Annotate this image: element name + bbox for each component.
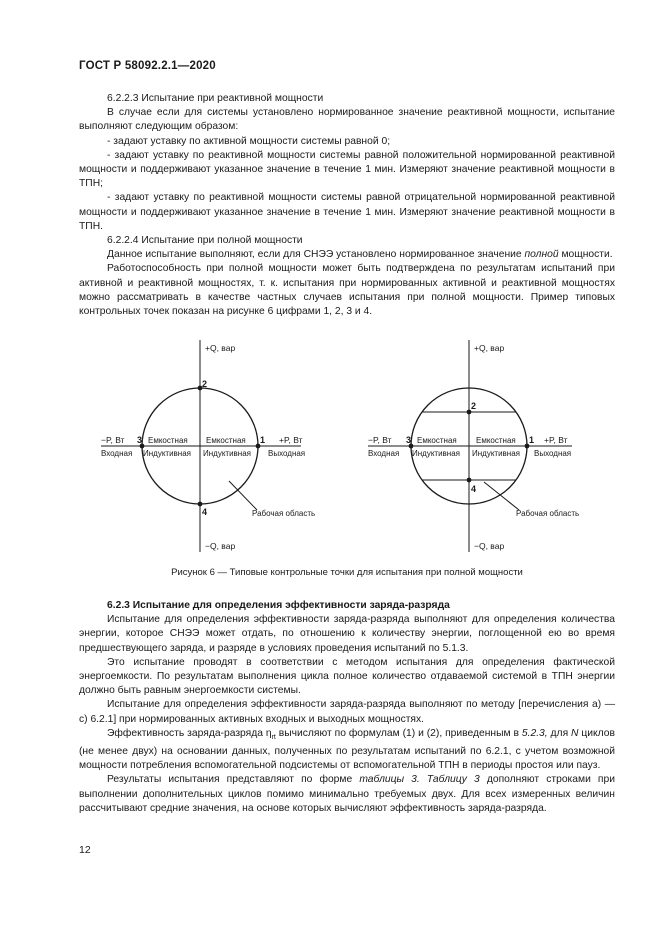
q-pos-label-right: +Q, вар xyxy=(474,343,505,353)
p-pos-label-right: +P, Вт xyxy=(544,435,568,445)
inductive-label-left-2: Индуктивная xyxy=(203,449,252,458)
efficiency-para-2: Это испытание проводят в соответствии с методом испытания для определения фактической энергоемкости. По результатам выполнения цикла полное количество отдаваемой системой в ТПН энергии должно быть равным энергоемкости системы. xyxy=(79,656,615,697)
eff-clause-ref: 5.2.3, xyxy=(521,727,548,739)
clause-623-heading: 6.2.3 Испытание для определения эффективности заряда-разряда xyxy=(107,600,450,611)
capacitive-label-right-1: Емкостная xyxy=(417,436,457,445)
point-4-label-right: 4 xyxy=(471,484,477,494)
eff-text-d: циклов (не менее двух) на основании данных, полученных по результатам испытаний по 6.2.1, с учетом возможной мощности потребления вспомогательной подсистемы от вспомогательной ТПН в периоды простоя или пауз. xyxy=(79,727,615,772)
clause-6223-title: 6.2.2.3 Испытание при реактивной мощности xyxy=(107,93,324,104)
inductive-label-right-1: Индуктивная xyxy=(412,449,461,458)
text-section-6224 xyxy=(79,92,615,319)
eff-subscript: rt xyxy=(271,733,276,741)
reactive-power-intro: В случае если для системы установлено нормированное значение реактивной мощности, испытание выполняют следующим образом: xyxy=(79,107,615,133)
efficiency-para-3: Испытание для определения эффективности заряда-разряда выполняют по методу [перечисления а) — с) 6.2.1] при нормированных активных входных и выходных мощностях. xyxy=(79,699,615,725)
results-text-a: Результаты испытания представляют по форме xyxy=(107,774,360,786)
full-power-paragraph xyxy=(79,248,615,262)
full-power-emphasis: полной xyxy=(524,249,559,261)
eff-text-c: для xyxy=(547,727,572,739)
eff-n-symbol: N xyxy=(571,727,579,739)
efficiency-para-1: Испытание для определения эффективности заряда-разряда выполняют для определения количества энергии, которое СНЭЭ может отдать, по отношению к количеству энергии, поглощенной ею во время предшествующего заряда, и разряде в условиях проведения испытаний по 5.1.3. xyxy=(79,614,615,654)
q-neg-label-right: −Q, вар xyxy=(474,541,505,551)
point-4-dot-left xyxy=(198,502,203,507)
reactive-step-1: - задают уставку по активной мощности системы равной 0; xyxy=(107,135,391,147)
point-2-label-left: 2 xyxy=(202,379,208,389)
eff-text-a: Эффективность заряда-разряда η xyxy=(107,727,272,739)
input-label-right: Входная xyxy=(368,449,400,458)
p-neg-label-left: −P, Вт xyxy=(101,435,125,445)
page-number: 12 xyxy=(79,844,91,856)
reactive-step-3: - задают уставку по реактивной мощности системы равной отрицательной нормированной реактивной мощности и поддерживают указанное значение в течение 1 мин. Измеряют значение реактивной мощности в ТПН. xyxy=(79,192,615,232)
efficiency-para-5 xyxy=(79,773,615,816)
results-text-b: дополняют строками при выполнении дополнительных циклов помимо минимально требуемых двух. Для всех измеренных величин рассчитывают средние значения, на основе которых вычисляют эффективность заряда-разряда. xyxy=(79,774,615,814)
point-3-label-right: 3 xyxy=(406,435,412,445)
diagram-right xyxy=(368,340,579,552)
figure-6 xyxy=(79,330,615,560)
output-label-right: Выходная xyxy=(534,449,572,458)
work-area-label-left: Рабочая область xyxy=(252,509,316,518)
full-power-text-a: Данное испытание выполняют, если для СНЭЭ установлено нормированное значение xyxy=(107,249,525,261)
p-neg-label-right: −P, Вт xyxy=(368,435,392,445)
diagram-left xyxy=(101,340,315,552)
document-header: ГОСТ Р 58092.2.1—2020 xyxy=(79,60,216,72)
inductive-label-left-1: Индуктивная xyxy=(143,449,192,458)
text-section-623 xyxy=(79,599,615,816)
efficiency-para-4 xyxy=(79,727,615,774)
reactive-step-2: - задают уставку по реактивной мощности системы равной положительной нормированной реактивной мощности и поддерживают указанное значение в течение 1 мин. Измеряют значение реактивной мощности в ТПН; xyxy=(79,149,615,190)
work-area-leader-right xyxy=(484,482,519,510)
capacitive-label-left-1: Емкостная xyxy=(148,436,188,445)
work-area-label-right: Рабочая область xyxy=(516,509,580,518)
inductive-label-right-2: Индуктивная xyxy=(472,449,521,458)
results-table-ref: таблицы 3. Таблицу 3 xyxy=(359,774,480,786)
capacitive-label-left-2: Емкостная xyxy=(206,436,246,445)
full-power-text-b: мощности. xyxy=(558,249,613,261)
point-3-label-left: 3 xyxy=(137,435,143,445)
point-4-label-left: 4 xyxy=(202,507,208,517)
q-neg-label-left: −Q, вар xyxy=(205,541,236,551)
point-4-dot-right xyxy=(467,478,472,483)
point-1-label-left: 1 xyxy=(260,435,266,445)
work-capability-paragraph: Работоспособность при полной мощности может быть подтверждена по результатам испытаний при активной и реактивной мощностях, т. к. испытания при нормированных активной и реактивной мощностях можно рассматривать в качестве частных случаев испытания при полной мощности. Пример типовых контрольных точек показан на рисунке 6 цифрами 1, 2, 3 и 4. xyxy=(79,263,615,318)
figure-6-caption: Рисунок 6 — Типовые контрольные точки для испытания при полной мощности xyxy=(171,567,523,578)
eff-text-b: вычисляют по формулам (1) и (2), приведенным в xyxy=(275,727,522,739)
input-label-left: Входная xyxy=(101,449,133,458)
output-label-left: Выходная xyxy=(268,449,306,458)
clause-6224-title: 6.2.2.4 Испытание при полной мощности xyxy=(107,235,303,247)
point-1-label-right: 1 xyxy=(529,435,535,445)
capacitive-label-right-2: Емкостная xyxy=(476,436,516,445)
point-2-label-right: 2 xyxy=(471,401,477,411)
q-pos-label-left: +Q, вар xyxy=(205,343,236,353)
figure-6-diagrams xyxy=(79,330,615,560)
p-pos-label-left: +P, Вт xyxy=(279,435,303,445)
